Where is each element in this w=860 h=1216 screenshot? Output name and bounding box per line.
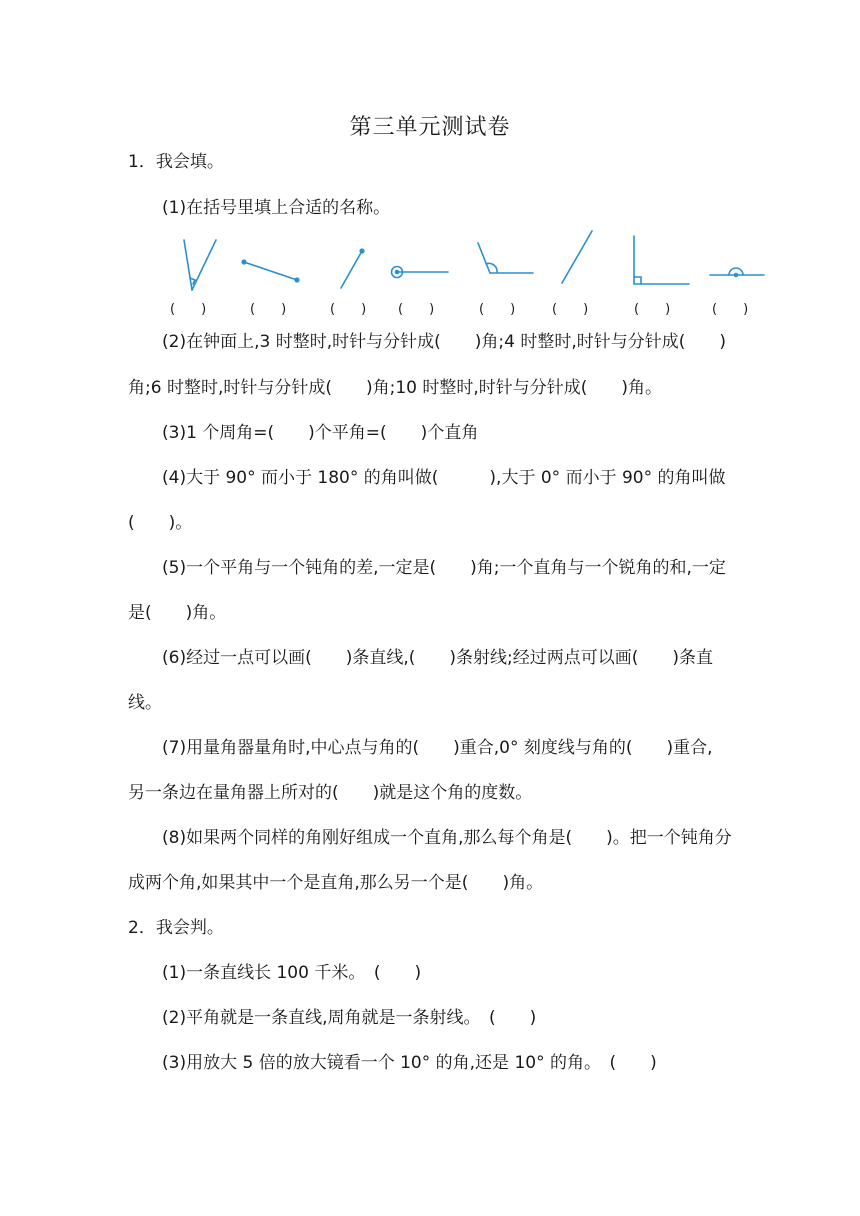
section-1-heading: 1．我会填。 — [128, 152, 224, 172]
question-1-2-line-2: 角;6 时整时,时针与分针成( )角;10 时整时,时针与分针成( )角。 — [128, 378, 663, 398]
question-1-6-line-2: 线。 — [128, 693, 162, 713]
question-1-3: (3)1 个周角=( )个平角=( )个直角 — [162, 423, 479, 443]
figure-straight-line — [562, 231, 592, 283]
figure-blank-6: ( ) — [552, 302, 589, 317]
figure-blank-7: ( ) — [634, 302, 671, 317]
figure-straight-angle — [710, 268, 764, 277]
figure-blank-8: ( ) — [712, 302, 749, 317]
question-1-8-line-1: (8)如果两个同样的角刚好组成一个直角,那么每个角是( )。把一个钝角分 — [162, 828, 732, 848]
figure-blank-5: ( ) — [479, 302, 516, 317]
figure-blank-1: ( ) — [170, 302, 207, 317]
figure-right-angle — [634, 236, 689, 284]
question-1-8-line-2: 成两个角,如果其中一个是直角,那么另一个是( )角。 — [128, 873, 544, 893]
question-1-5-line-2: 是( )角。 — [128, 603, 227, 623]
figure-ray — [341, 249, 364, 288]
section-2-heading: 2．我会判。 — [128, 918, 224, 938]
question-1-7-line-2: 另一条边在量角器上所对的( )就是这个角的度数。 — [128, 783, 533, 803]
question-1-4-line-2: ( )。 — [128, 513, 193, 533]
figure-blank-3: ( ) — [330, 302, 367, 317]
question-1-7-line-1: (7)用量角器量角时,中心点与角的( )重合,0° 刻度线与角的( )重合, — [162, 738, 713, 758]
figure-acute-angle — [184, 240, 216, 290]
figure-line-segment — [242, 260, 299, 282]
figure-round-angle — [392, 267, 449, 278]
figure-obtuse-angle — [478, 243, 533, 273]
question-2-2: (2)平角就是一条直线,周角就是一条射线。 ( ) — [162, 1008, 537, 1028]
question-1-1: (1)在括号里填上合适的名称。 — [162, 198, 391, 218]
question-1-2-line-1: (2)在钟面上,3 时整时,时针与分针成( )角;4 时整时,时针与分针成( ) — [162, 332, 726, 352]
question-2-1: (1)一条直线长 100 千米。 ( ) — [162, 963, 422, 983]
question-1-5-line-1: (5)一个平角与一个钝角的差,一定是( )角;一个直角与一个锐角的和,一定 — [162, 558, 726, 578]
question-1-6-line-1: (6)经过一点可以画( )条直线,( )条射线;经过两点可以画( )条直 — [162, 648, 714, 668]
question-2-3: (3)用放大 5 倍的放大镜看一个 10° 的角,还是 10° 的角。 ( ) — [162, 1053, 657, 1073]
figure-blank-2: ( ) — [250, 302, 287, 317]
question-1-4-line-1: (4)大于 90° 而小于 180° 的角叫做( ),大于 0° 而小于 90° 的角叫做 — [162, 468, 726, 488]
figure-blank-4: ( ) — [398, 302, 435, 317]
page-title: 第三单元测试卷 — [349, 115, 511, 140]
